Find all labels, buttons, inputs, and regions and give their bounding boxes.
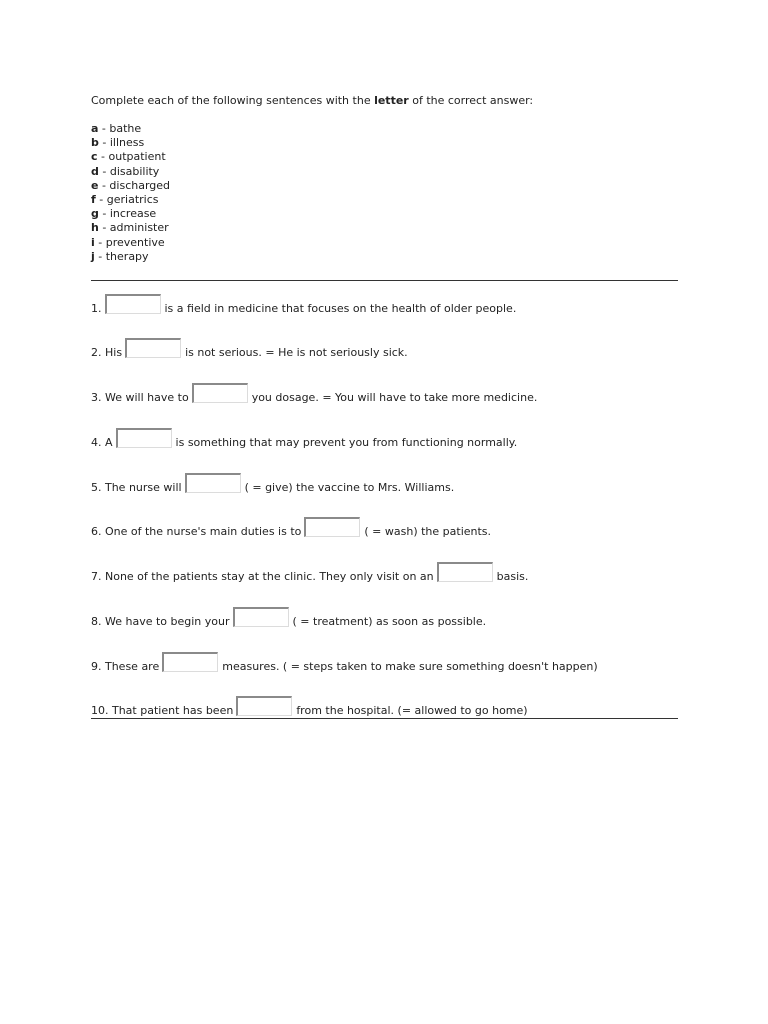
legend-word: - disability xyxy=(98,164,160,178)
question-suffix: is not serious. = He is not seriously sick. xyxy=(185,346,408,359)
answer-field-10[interactable] xyxy=(236,696,292,716)
question-prefix: 10. That patient has been xyxy=(91,704,234,717)
question-suffix: you dosage. = You will have to take more medicine. xyxy=(251,391,538,404)
instructions-text: Complete each of the following sentences with the xyxy=(91,94,375,107)
instructions-text-end: of the correct answer: xyxy=(408,94,534,107)
legend-word: - outpatient xyxy=(97,150,166,164)
legend-letter: h xyxy=(91,221,99,235)
question-2 xyxy=(91,336,408,360)
divider-bottom xyxy=(91,718,678,719)
legend-letter: g xyxy=(91,207,99,221)
question-9 xyxy=(91,650,598,674)
question-5 xyxy=(91,471,454,495)
question-prefix: 3. We will have to xyxy=(91,391,189,404)
instructions xyxy=(91,94,533,107)
question-prefix: 2. His xyxy=(91,346,123,359)
answer-field-1[interactable] xyxy=(105,294,161,314)
legend-letter: j xyxy=(91,249,95,263)
question-suffix: is something that may prevent you from functioning normally. xyxy=(175,436,518,449)
legend-item xyxy=(91,122,170,136)
legend-item xyxy=(91,136,170,150)
legend-item xyxy=(91,150,170,164)
question-prefix: 5. The nurse will xyxy=(91,481,182,494)
legend-word: - bathe xyxy=(98,122,142,135)
legend-word: - discharged xyxy=(98,178,171,192)
instructions-emphasis: letter xyxy=(374,94,409,107)
answer-field-8[interactable] xyxy=(233,607,289,627)
legend-word: - preventive xyxy=(94,235,165,249)
answer-field-7[interactable] xyxy=(437,562,493,582)
question-7 xyxy=(91,560,528,584)
legend-word: - geriatrics xyxy=(95,193,159,207)
legend-item xyxy=(91,179,170,193)
question-4 xyxy=(91,426,517,450)
legend-item xyxy=(91,193,170,207)
legend-letter: a xyxy=(91,122,99,135)
answer-field-2[interactable] xyxy=(125,338,181,358)
answer-field-6[interactable] xyxy=(304,517,360,537)
legend-item xyxy=(91,250,170,264)
legend-word: - therapy xyxy=(94,249,149,263)
legend-letter: d xyxy=(91,164,99,178)
question-6 xyxy=(91,515,491,539)
question-suffix: ( = wash) the patients. xyxy=(364,525,492,538)
legend-word: - illness xyxy=(98,136,145,150)
legend-item xyxy=(91,236,170,250)
question-8 xyxy=(91,605,486,629)
legend-letter: i xyxy=(91,235,95,249)
question-10 xyxy=(91,694,528,718)
legend-item xyxy=(91,165,170,179)
question-suffix: measures. ( = steps taken to make sure something doesn't happen) xyxy=(222,660,598,673)
legend-letter: e xyxy=(91,178,99,192)
question-suffix: from the hospital. (= allowed to go home) xyxy=(296,704,528,717)
legend-word: - increase xyxy=(98,207,157,221)
question-prefix: 1. xyxy=(91,302,102,315)
legend-letter: f xyxy=(91,193,96,207)
legend-letter: c xyxy=(91,150,98,164)
legend-word: - administer xyxy=(98,221,169,235)
answer-field-3[interactable] xyxy=(192,383,248,403)
question-prefix: 7. None of the patients stay at the clinic. They only visit on an xyxy=(91,570,434,583)
question-1 xyxy=(91,292,516,316)
question-prefix: 8. We have to begin your xyxy=(91,615,230,628)
legend-item xyxy=(91,207,170,221)
question-prefix: 4. A xyxy=(91,436,113,449)
legend-letter: b xyxy=(91,136,99,150)
question-suffix: ( = give) the vaccine to Mrs. Williams. xyxy=(244,481,455,494)
legend-item xyxy=(91,221,170,235)
question-suffix: is a field in medicine that focuses on the health of older people. xyxy=(164,302,517,315)
question-prefix: 9. These are xyxy=(91,660,160,673)
question-prefix: 6. One of the nurse's main duties is to xyxy=(91,525,302,538)
question-suffix: ( = treatment) as soon as possible. xyxy=(292,615,487,628)
answer-field-4[interactable] xyxy=(116,428,172,448)
answer-legend xyxy=(91,122,170,264)
answer-field-9[interactable] xyxy=(162,652,218,672)
divider-top xyxy=(91,280,678,281)
question-suffix: basis. xyxy=(496,570,529,583)
answer-field-5[interactable] xyxy=(185,473,241,493)
question-3 xyxy=(91,381,537,405)
